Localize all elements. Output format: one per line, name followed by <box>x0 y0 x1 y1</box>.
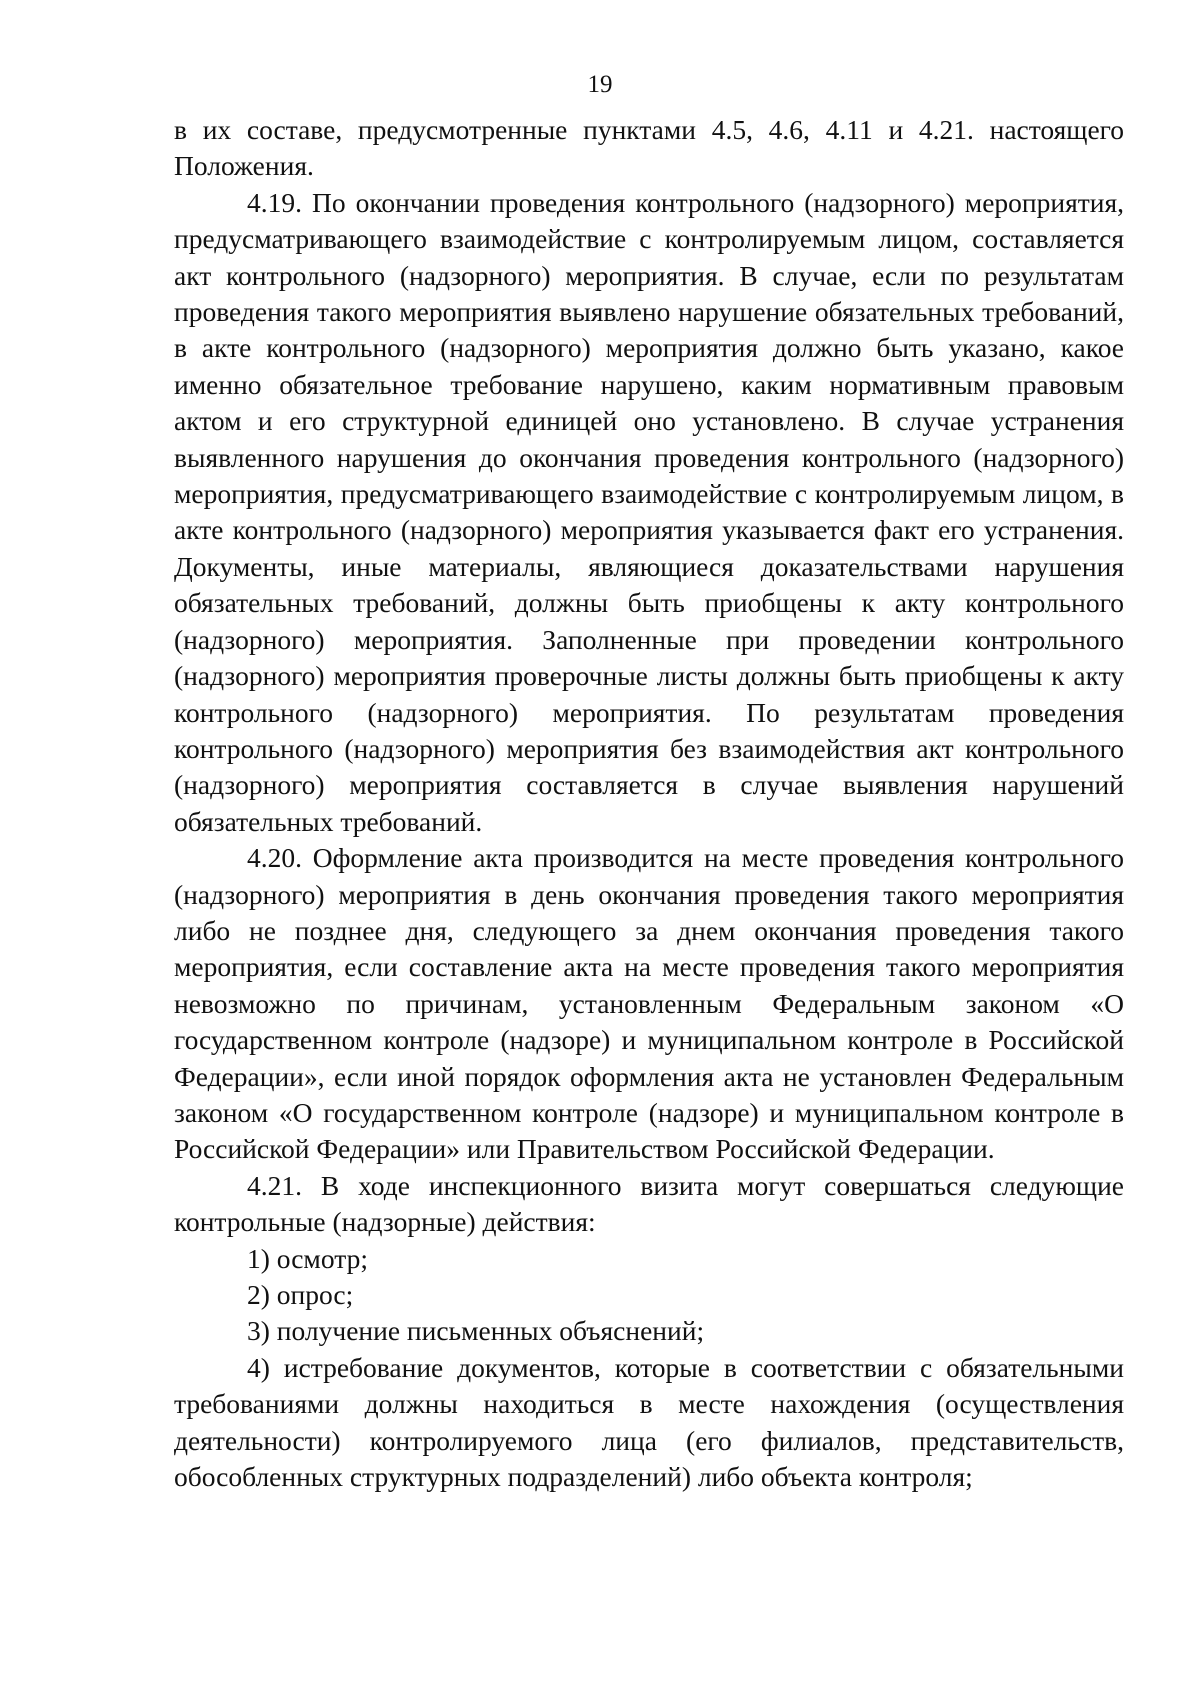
list-item-4: 4) истребование документов, которые в соответствии с обязательными требованиями должны находиться в месте нахождения (осуществления деятельности) контролируемого лица (его филиалов, представительств, обособленных структурных подразделений) либо объекта контроля; <box>174 1351 1124 1493</box>
paragraph-4-19: 4.19. По окончании проведения контрольного (надзорного) мероприятия, предусматривающего взаимодействие с контролируемым лицом, составляется акт контрольного (надзорного) мероприятия. В случае, если по результатам проведения такого мероприятия выявлено нарушение обязательных требований, в акте контрольного (надзорного) мероприятия должно быть указано, какое именно обязательное требование нарушено, каким нормативным правовым актом и его структурной единицей оно установлено. В случае устранения выявленного нарушения до окончания проведения контрольного (надзорного) мероприятия, предусматривающего взаимодействие с контролируемым лицом, в акте контрольного (надзорного) мероприятия указывается факт его устранения. Документы, иные материалы, являющиеся доказательствами нарушения обязательных требований, должны быть приобщены к акту контрольного (надзорного) мероприятия. Заполненные при проведении контрольного (надзорного) мероприятия проверочные листы должны быть приобщены к акту контрольного (надзорного) мероприятия. По результатам проведения контрольного (надзорного) мероприятия без взаимодействия акт контрольного (надзорного) мероприятия составляется в случае выявления нарушений обязательных требований. <box>174 186 1124 837</box>
paragraph-4-21: 4.21. В ходе инспекционного визита могут совершаться следующие контрольные (надзорные) действия: <box>174 1169 1124 1238</box>
list-item-2: 2) опрос; <box>247 1279 354 1310</box>
paragraph-4-20: 4.20. Оформление акта производится на месте проведения контрольного (надзорного) мероприятия в день окончания проведения такого мероприятия либо не позднее дня, следующего за днем окончания проведения такого мероприятия, если составление акта на месте проведения такого мероприятия невозможно по причинам, установленным Федеральным законом «О государственном контроле (надзоре) и муниципальном контроле в Российской Федерации», если иной порядок оформления акта не установлен Федеральным законом «О государственном контроле (надзоре) и муниципальном контроле в Российской Федерации» или Правительством Российской Федерации. <box>174 842 1124 1165</box>
list-item-3: 3) получение письменных объяснений; <box>247 1315 705 1347</box>
page-number: 19 <box>587 71 613 98</box>
paragraph-continuation: в их составе, предусмотренные пунктами 4.5, 4.6, 4.11 и 4.21. настоящего Положения. <box>174 114 1124 182</box>
document-body <box>174 112 1124 1495</box>
list-item-1: 1) осмотр; <box>247 1242 368 1274</box>
